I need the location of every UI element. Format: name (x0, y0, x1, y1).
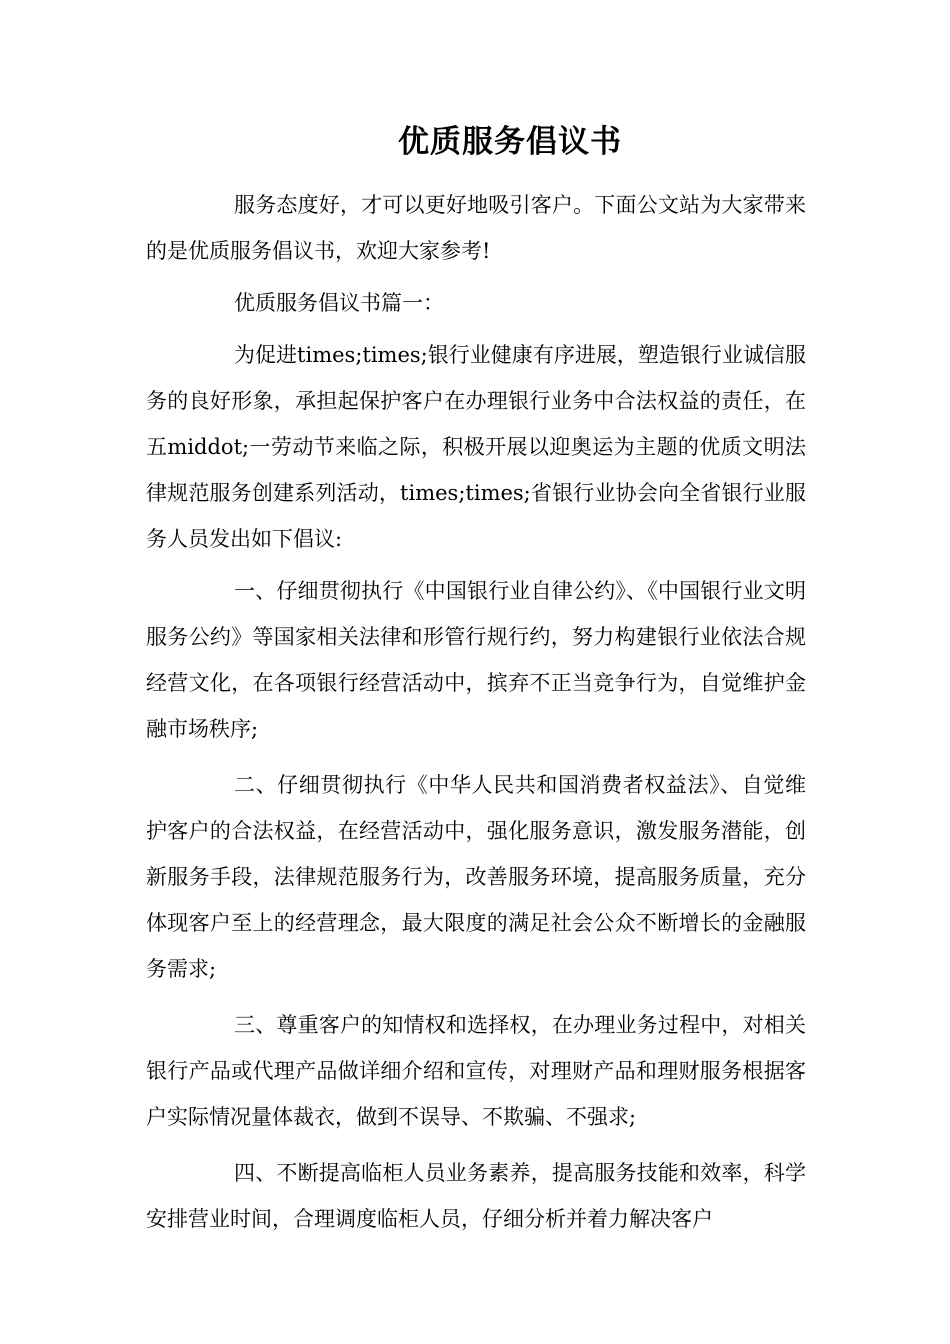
document-body (146, 182, 806, 1252)
document-title: 优质服务倡议书 (398, 124, 622, 160)
intro-paragraph: 服务态度好，才可以更好地吸引客户。下面公文站为大家带来的是优质服务倡议书，欢迎大家参考! (146, 193, 806, 263)
section-heading: 优质服务倡议书篇一： (234, 291, 444, 315)
preamble-paragraph: 为促进times;times;银行业健康有序进展，塑造银行业诚信服务的良好形象，承担起保护客户在办理银行业务中合法权益的责任，在五middot;一劳动节来临之际，积极开展以迎奥运为主题的优质文明法律规范服务创建系列活动，times;times;省银行业协会向全省银行业服务人员发出如下倡议: (146, 343, 806, 551)
proposal-item-2: 二、仔细贯彻执行《中华人民共和国消费者权益法》、自觉维护客户的合法权益，在经营活动中，强化服务意识，激发服务潜能，创新服务手段，法律规范服务行为，改善服务环境，提高服务质量，充分体现客户至上的经营理念，最大限度的满足社会公众不断增长的金融服务需求; (146, 773, 806, 981)
proposal-item-1: 一、仔细贯彻执行《中国银行业自律公约》、《中国银行业文明服务公约》等国家相关法律和形管行规行约，努力构建银行业依法合规经营文化，在各项银行经营活动中，摈弃不正当竞争行为，自觉维护金融市场秩序; (146, 579, 806, 741)
proposal-item-4: 四、不断提高临柜人员业务素养，提高服务技能和效率，科学安排营业时间，合理调度临柜人员，仔细分析并着力解决客户 (146, 1161, 806, 1231)
proposal-item-3: 三、尊重客户的知情权和选择权，在办理业务过程中，对相关银行产品或代理产品做详细介绍和宣传，对理财产品和理财服务根据客户实际情况量体裁衣，做到不误导、不欺骗、不强求; (146, 1013, 806, 1129)
